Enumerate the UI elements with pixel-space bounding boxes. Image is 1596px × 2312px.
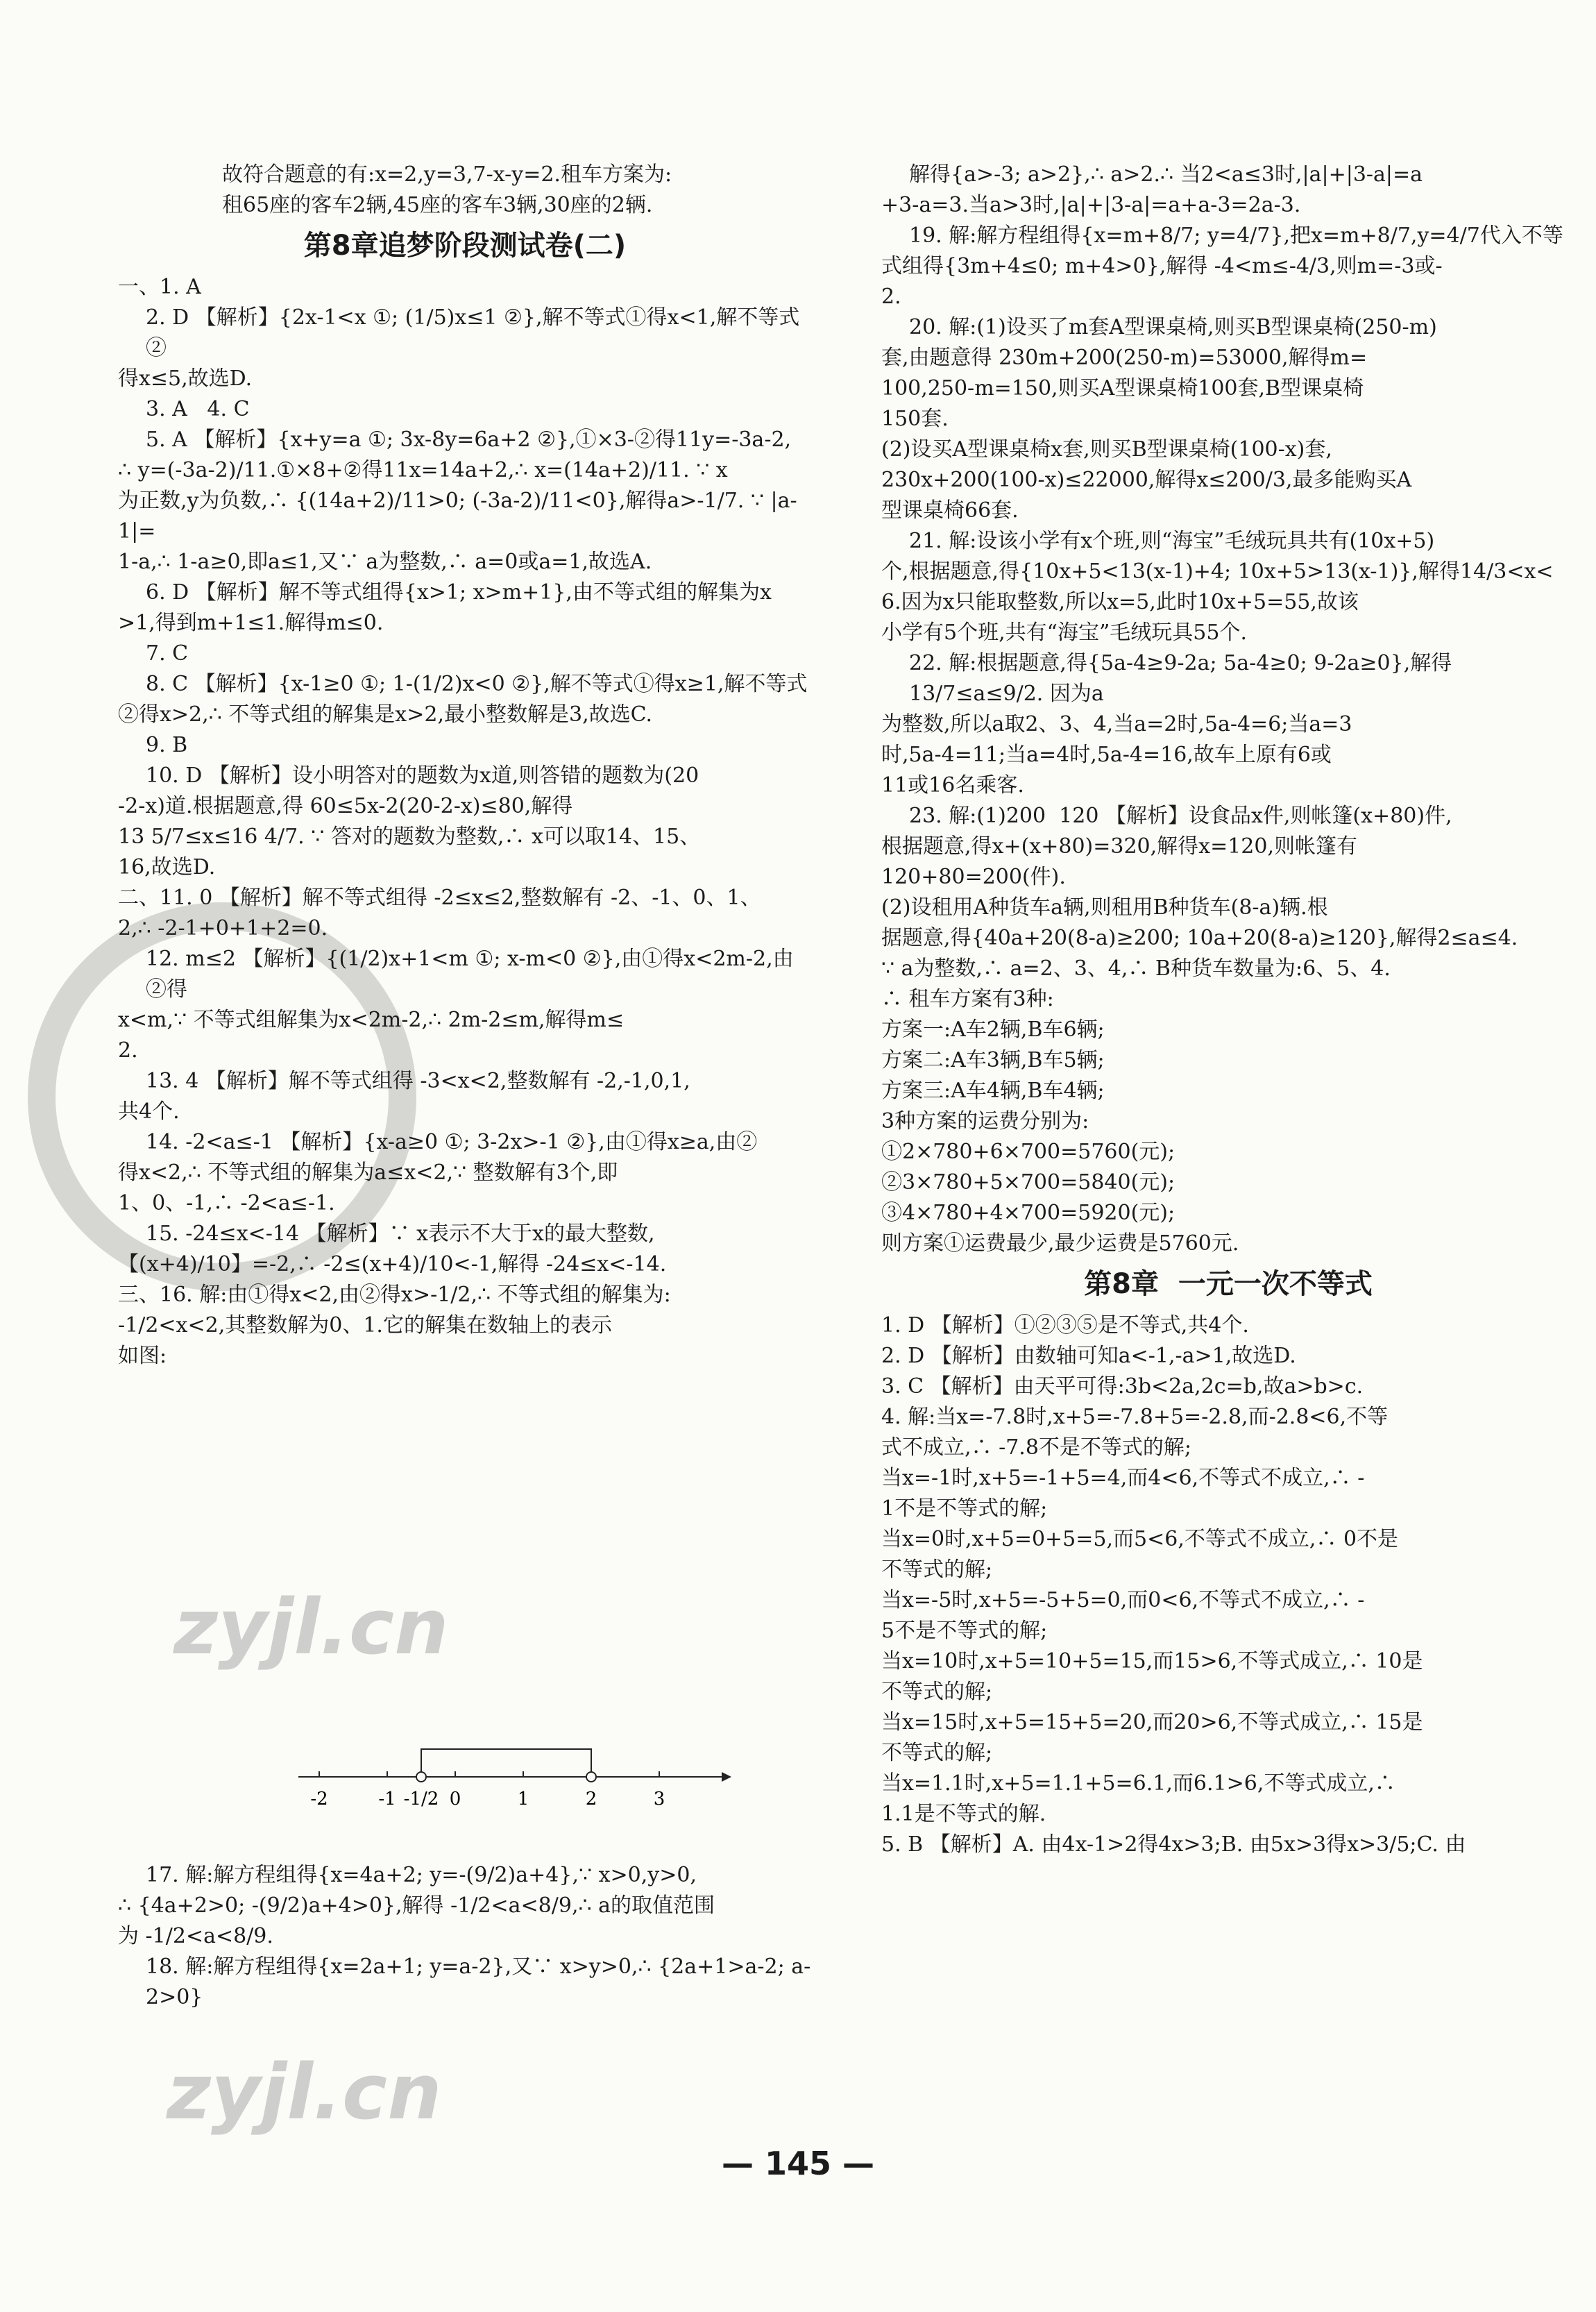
answer-line: 租65座的客车2辆,45座的客车3辆,30座的2辆.	[222, 193, 653, 217]
tick-label: -1/2	[403, 1789, 439, 1809]
answer-line: 19. 解:解方程组得{x=m+8/7; y=4/7},把x=m+8/7,y=4/7代入不等	[909, 223, 1563, 248]
answer-line: ∴ {4a+2>0; -(9/2)a+4>0},解得 -1/2<a<8/9,∴ a的取值范围	[118, 1893, 715, 1918]
answer-line: 一、1. A	[118, 275, 201, 299]
answer-line: 4. 解:当x=-7.8时,x+5=-7.8+5=-2.8,而-2.8<6,不等	[881, 1405, 1389, 1429]
answer-line: 22. 解:根据题意,得{5a-4≥9-2a; 5a-4≥0; 9-2a≥0},解得13/7≤a≤9/2. 因为a	[909, 651, 1452, 706]
open-endpoint	[416, 1772, 426, 1782]
answer-line: 3. A 4. C	[146, 397, 250, 421]
answer-line: 3. C 【解析】由天平可得:3b<2a,2c=b,故a>b>c.	[881, 1374, 1364, 1399]
answer-line: 当x=0时,x+5=0+5=5,而5<6,不等式不成立,∴ 0不是	[881, 1527, 1399, 1551]
watermark: zyjl.cn	[173, 1583, 449, 1671]
answer-line: 23. 解:(1)200 120 【解析】设食品x件,则帐篷(x+80)件,	[909, 804, 1452, 828]
answer-line: 当x=15时,x+5=15+5=20,而20>6,不等式成立,∴ 15是	[881, 1710, 1423, 1735]
answer-line: 2. D 【解析】{2x-1<x ①; (1/5)x≤1 ②},解不等式①得x<1,解不等式②	[146, 305, 800, 360]
answer-line: (2)设买A型课桌椅x套,则买B型课桌椅(100-x)套,	[881, 437, 1332, 462]
answer-line: 6. D 【解析】解不等式组得{x>1; x>m+1},由不等式组的解集为x	[146, 580, 772, 605]
answer-line: 5不是不等式的解;	[881, 1619, 1048, 1643]
answer-line: 3种方案的运费分别为:	[881, 1109, 1089, 1133]
answer-line: 式组得{3m+4≤0; m+4>0},解得 -4<m≤-4/3,则m=-3或-	[881, 254, 1443, 278]
answer-line: 根据题意,得x+(x+80)=320,解得x=120,则帐篷有	[881, 834, 1358, 859]
answer-line: 当x=10时,x+5=10+5=15,而15>6,不等式成立,∴ 10是	[881, 1649, 1423, 1673]
axis-arrow	[722, 1772, 731, 1782]
answer-line: 13. 4 【解析】解不等式组得 -3<x<2,整数解有 -2,-1,0,1,	[146, 1069, 690, 1093]
answer-line: >1,得到m+1≤1.解得m≤0.	[118, 611, 384, 635]
answer-line: 2. D 【解析】由数轴可知a<-1,-a>1,故选D.	[881, 1344, 1296, 1368]
answer-line: 时,5a-4=11;当a=4时,5a-4=16,故车上原有6或	[881, 743, 1332, 767]
answer-line: ③4×780+4×700=5920(元);	[881, 1201, 1175, 1225]
answer-line: 9. B	[146, 733, 188, 757]
answer-line: 得x<2,∴ 不等式组的解集为a≤x<2,∵ 整数解有3个,即	[118, 1161, 618, 1185]
answer-line: 不等式的解;	[881, 1741, 993, 1765]
answer-line: 三、16. 解:由①得x<2,由②得x>-1/2,∴ 不等式组的解集为:	[118, 1283, 671, 1307]
section-title: 第8章追梦阶段测试卷(二)	[303, 230, 627, 262]
page-number: — 145 —	[721, 2145, 875, 2182]
answer-line: ②3×780+5×700=5840(元);	[881, 1170, 1175, 1195]
answer-line: +3-a=3.当a>3时,|a|+|3-a|=a+a-3=2a-3.	[881, 193, 1301, 217]
answer-line: ∵ a为整数,∴ a=2、3、4,∴ B种货车数量为:6、5、4.	[881, 956, 1391, 981]
answer-line: 1、0、-1,∴ -2<a≤-1.	[118, 1191, 335, 1215]
answer-line: 小学有5个班,共有“海宝”毛绒玩具55个.	[881, 621, 1248, 645]
answer-line: 14. -2<a≤-1 【解析】{x-a≥0 ①; 3-2x>-1 ②},由①得x≥a,由②	[146, 1130, 758, 1154]
answer-line: 5. B 【解析】A. 由4x-1>2得4x>3;B. 由5x>3得x>3/5;C. 由	[881, 1832, 1466, 1857]
number-line-figure	[291, 1735, 736, 1839]
answer-line: 21. 解:设该小学有x个班,则“海宝”毛绒玩具共有(10x+5)	[909, 529, 1435, 553]
answer-line: 共4个.	[118, 1099, 180, 1124]
open-endpoint	[586, 1772, 596, 1782]
answer-line: 【(x+4)/10】=-2,∴ -2≤(x+4)/10<-1,解得 -24≤x<-14.	[118, 1252, 667, 1276]
left-column-lower	[118, 1860, 812, 2013]
answer-line: 则方案①运费最少,最少运费是5760元.	[881, 1231, 1239, 1256]
answer-line: 120+80=200(件).	[881, 865, 1066, 889]
answer-line: 如图:	[118, 1344, 167, 1368]
answer-line: (2)设租用A种货车a辆,则租用B种货车(8-a)辆.根	[881, 895, 1328, 920]
section-title: 第8章 一元一次不等式	[1084, 1268, 1373, 1300]
answer-line: 不等式的解;	[881, 1558, 993, 1582]
answer-line: 式不成立,∴ -7.8不是不等式的解;	[881, 1435, 1192, 1460]
tick-label: 2	[585, 1789, 597, 1809]
answer-line: 解得{a>-3; a>2},∴ a>2.∴ 当2<a≤3时,|a|+|3-a|=a	[909, 162, 1423, 187]
tick-label: 3	[653, 1789, 665, 1809]
answer-line: 1.1是不等式的解.	[881, 1802, 1046, 1826]
answer-line: 当x=-1时,x+5=-1+5=4,而4<6,不等式不成立,∴ -	[881, 1466, 1365, 1490]
answer-line: 方案三:A车4辆,B车4辆;	[881, 1079, 1105, 1103]
answer-line: 当x=1.1时,x+5=1.1+5=6.1,而6.1>6,不等式成立,∴	[881, 1771, 1395, 1796]
answer-line: 2,∴ -2-1+0+1+2=0.	[118, 916, 328, 940]
answer-line: 1. D 【解析】①②③⑤是不等式,共4个.	[881, 1313, 1249, 1338]
answer-line: 12. m≤2 【解析】{(1/2)x+1<m ①; x-m<0 ②},由①得x<2m-2,由②得	[146, 947, 794, 1002]
answer-line: 个,根据题意,得{10x+5<13(x-1)+4; 10x+5>13(x-1)},解得14/3<x<	[881, 559, 1554, 584]
answer-line: 2.	[118, 1038, 138, 1063]
answer-line: 20. 解:(1)设买了m套A型课桌椅,则买B型课桌椅(250-m)	[909, 315, 1437, 339]
answer-line: 为 -1/2<a<8/9.	[118, 1924, 273, 1948]
answer-line: 17. 解:解方程组得{x=4a+2; y=-(9/2)a+4},∵ x>0,y>0,	[146, 1863, 697, 1887]
answer-line: 150套.	[881, 407, 949, 431]
answer-line: 1不是不等式的解;	[881, 1496, 1048, 1521]
answer-line: -1/2<x<2,其整数解为0、1.它的解集在数轴上的表示	[118, 1313, 612, 1338]
answer-line: 5. A 【解析】{x+y=a ①; 3x-8y=6a+2 ②},①×3-②得11y=-3a-2,	[146, 428, 792, 452]
answer-line: 方案二:A车3辆,B车5辆;	[881, 1048, 1105, 1072]
answer-line: 100,250-m=150,则买A型课桌椅100套,B型课桌椅	[881, 376, 1364, 400]
answer-line: ∴ y=(-3a-2)/11.①×8+②得11x=14a+2,∴ x=(14a+2)/11. ∵ x	[118, 458, 728, 482]
answer-line: 13 5/7≤x≤16 4/7. ∵ 答对的题数为整数,∴ x可以取14、15、	[118, 825, 701, 849]
answer-line: 230x+200(100-x)≤22000,解得x≤200/3,最多能购买A	[881, 468, 1412, 492]
answer-line: 为正数,y为负数,∴ {(14a+2)/11>0; (-3a-2)/11<0},解得a>-1/7. ∵ |a-1|=	[118, 489, 797, 543]
answer-line: 10. D 【解析】设小明答对的题数为x道,则答错的题数为(20	[146, 763, 699, 788]
answer-line: 1-a,∴ 1-a≥0,即a≤1,又∵ a为整数,∴ a=0或a=1,故选A.	[118, 550, 652, 574]
answer-line: 11或16名乘客.	[881, 773, 1024, 798]
answer-line: 套,由题意得 230m+200(250-m)=53000,解得m=	[881, 346, 1368, 370]
answer-line: x<m,∵ 不等式组解集为x<2m-2,∴ 2m-2≤m,解得m≤	[118, 1008, 625, 1032]
tick-label: -2	[310, 1789, 328, 1809]
answer-line: 当x=-5时,x+5=-5+5=0,而0<6,不等式不成立,∴ -	[881, 1588, 1365, 1612]
answer-line: 6.因为x只能取整数,所以x=5,此时10x+5=55,故该	[881, 590, 1359, 614]
answer-line: -2-x)道.根据题意,得 60≤5x-2(20-2-x)≤80,解得	[118, 794, 573, 818]
answer-line: 故符合题意的有:x=2,y=3,7-x-y=2.租车方案为:	[222, 162, 672, 187]
tick-label: -1	[378, 1789, 396, 1809]
answer-line: 7. C	[146, 641, 189, 666]
left-column	[118, 160, 812, 1372]
answer-line: 8. C 【解析】{x-1≥0 ①; 1-(1/2)x<0 ②},解不等式①得x≥1,解不等式	[146, 672, 808, 696]
right-column	[881, 160, 1575, 1860]
answer-line: 据题意,得{40a+20(8-a)≥200; 10a+20(8-a)≥120},解得2≤a≤4.	[881, 926, 1518, 950]
answer-line: 2.	[881, 285, 901, 309]
answer-line: 15. -24≤x<-14 【解析】∵ x表示不大于x的最大整数,	[146, 1222, 655, 1246]
answer-line: 不等式的解;	[881, 1680, 993, 1704]
answer-line: 16,故选D.	[118, 855, 216, 879]
answer-line: 18. 解:解方程组得{x=2a+1; y=a-2},又∵ x>y>0,∴ {2a+1>a-2; a-2>0}	[146, 1955, 811, 2009]
answer-line: 二、11. 0 【解析】解不等式组得 -2≤x≤2,整数解有 -2、-1、0、1、	[118, 886, 761, 910]
tick-label: 1	[517, 1789, 529, 1809]
answer-line: ②得x>2,∴ 不等式组的解集是x>2,最小整数解是3,故选C.	[118, 702, 653, 727]
answer-line: ①2×780+6×700=5760(元);	[881, 1140, 1175, 1164]
answer-line: 得x≤5,故选D.	[118, 366, 253, 391]
answer-line: 型课桌椅66套.	[881, 498, 1019, 523]
tick-label: 0	[449, 1789, 461, 1809]
solution-interval	[421, 1749, 591, 1777]
watermark: zyjl.cn	[167, 2048, 442, 2136]
answer-line: 方案一:A车2辆,B车6辆;	[881, 1018, 1105, 1042]
answer-line: ∴ 租车方案有3种:	[881, 987, 1054, 1011]
answer-line: 为整数,所以a取2、3、4,当a=2时,5a-4=6;当a=3	[881, 712, 1352, 736]
